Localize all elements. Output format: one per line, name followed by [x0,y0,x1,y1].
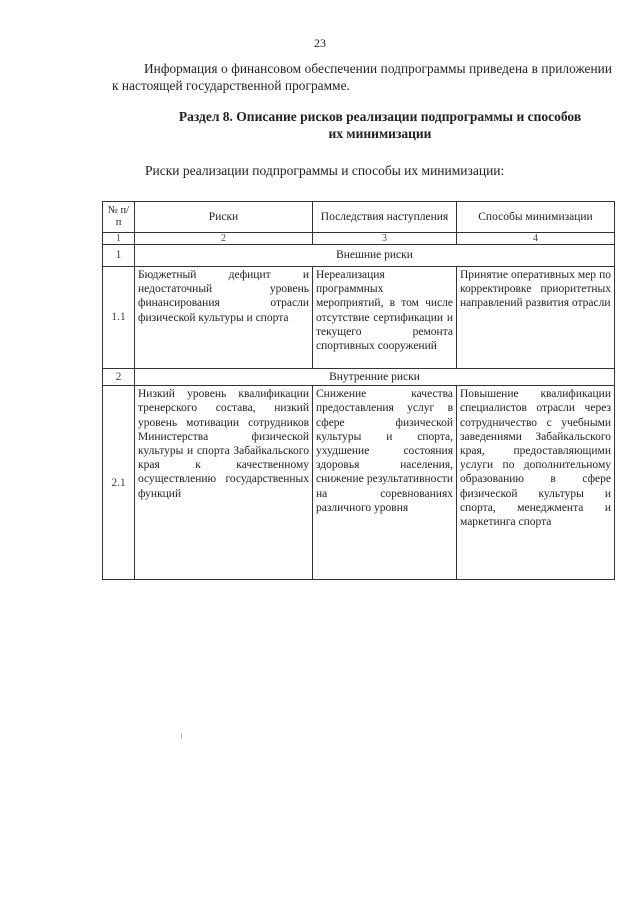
row-risk: Бюджетный дефицит и недостаточный уровень финансирования отрасли физической культуры и спорта [135,267,313,369]
header-risks: Риски [135,202,313,233]
group-title: Внутренние риски [135,369,615,386]
group-row-external [103,245,615,267]
header-number: № п/п [103,202,135,233]
group-title: Внешние риски [135,245,615,267]
row-mitigation: Повышение квалификации специалистов отрасли через сотрудничество с учебными заведениями Забайкальского края, предоставляющими услуги по дополнительному образованию в сфере физической культуры и спорта, менеджмента и маркетинга спорта [457,386,615,580]
column-number-row [103,233,615,245]
section-title [150,108,610,142]
row-risk: Низкий уровень квалификации тренерского состава, низкий уровень мотивации сотрудников Министерства физической культуры и спорта Забайкальского края к качественному осуществлению государственных функций [135,386,313,580]
group-row-internal [103,369,615,386]
risks-table [102,201,615,580]
header-mitigation: Способы минимизации [457,202,615,233]
row-consequence: Снижение качества предоставления услуг в сфере физической культуры и спорта, ухудшение состояния здоровья населения, снижение результативности на соревнованиях различного уровня [313,386,457,580]
table-row [103,267,615,369]
scan-mark [181,733,182,739]
table-row [103,386,615,580]
column-number-4: 4 [457,233,615,245]
row-mitigation: Принятие оперативных мер по корректировке приоритетных направлений развития отрасли [457,267,615,369]
intro-paragraph: Информация о финансовом обеспечении подпрограммы приведена в приложении к настоящей государственной программе. [112,61,612,93]
group-number: 1 [103,245,135,267]
table-header-row [103,202,615,233]
row-number: 1.1 [103,267,135,369]
row-consequence: Нереализация программных мероприятий, в том числе отсутствие сертификации и текущего ремонта спортивных сооружений [313,267,457,369]
row-number: 2.1 [103,386,135,580]
header-consequences: Последствия наступления [313,202,457,233]
section-title-line-1: Раздел 8. Описание рисков реализации подпрограммы и способов [178,109,582,124]
column-number-3: 3 [313,233,457,245]
section-title-line-2: их минимизации [328,126,432,141]
column-number-2: 2 [135,233,313,245]
page-number: 23 [314,36,326,50]
table-caption: Риски реализации подпрограммы и способы их минимизации: [145,163,505,178]
column-number-1: 1 [103,233,135,245]
group-number: 2 [103,369,135,386]
